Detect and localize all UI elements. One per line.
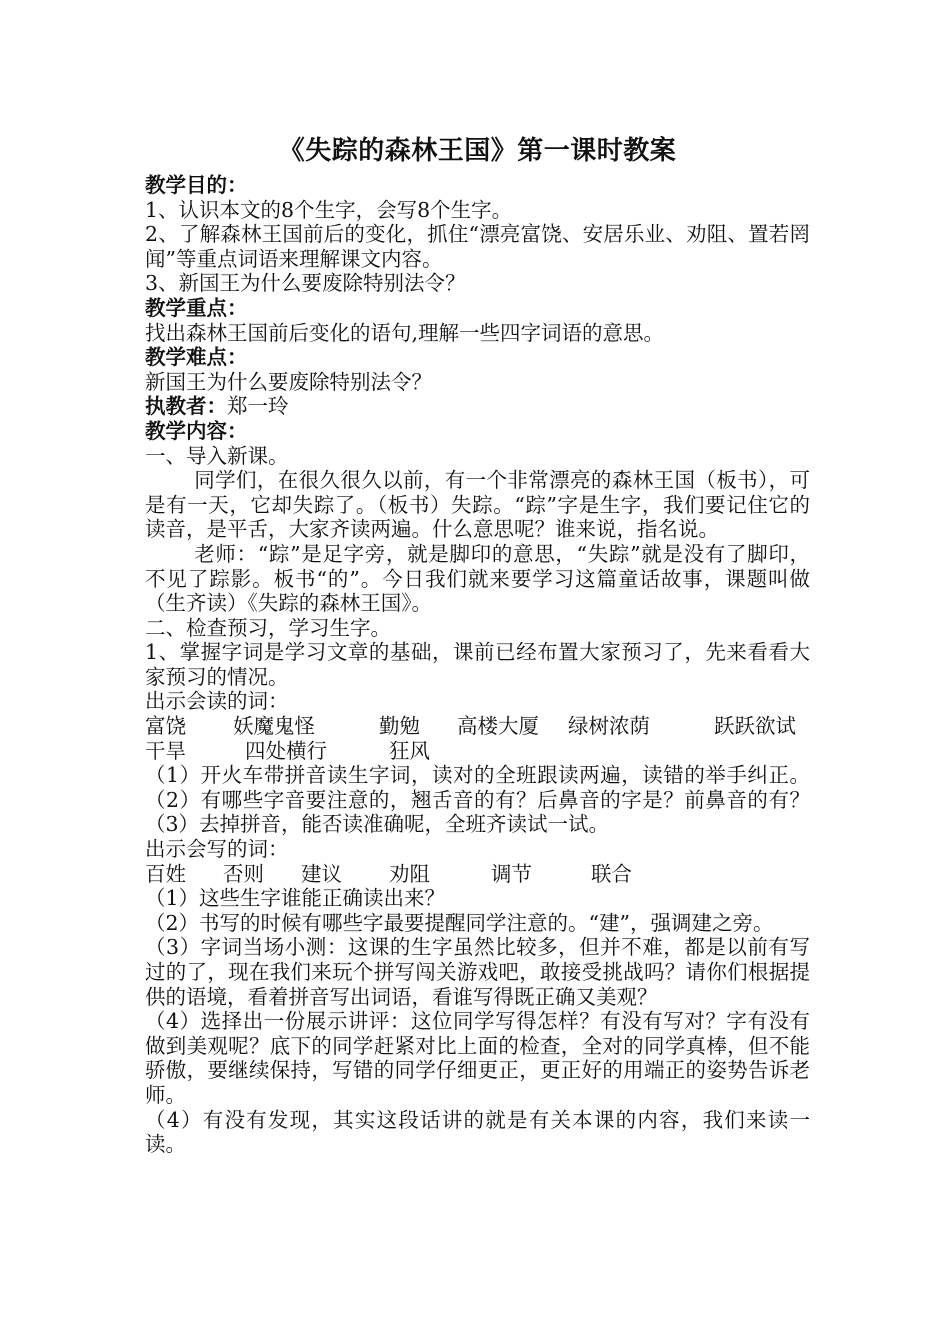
content-heading: 教学内容：: [145, 418, 248, 443]
read-word: 富饶: [145, 714, 186, 739]
goal-2: 2、了解森林王国前后的变化，抓住“漂亮富饶、安居乐业、劝阻、置若罔闻”等重点词语来理解课文内容。: [145, 222, 810, 271]
section-2-heading: 二、检查预习，学习生字。: [145, 615, 391, 640]
read-word: 干旱: [145, 738, 186, 763]
write-word: 否则: [223, 861, 264, 886]
teacher-line: [145, 394, 810, 419]
write-word: 建议: [301, 861, 342, 886]
write-word: 百姓: [145, 861, 186, 886]
read-word: 勤勉: [379, 714, 420, 739]
write-word: 联合: [591, 861, 632, 886]
write-words-label: 出示会写的词：: [145, 837, 289, 862]
page-title: 《失踪的森林王国》第一课时教案: [278, 136, 677, 166]
key-text: 找出森林王国前后变化的语句,理解一些四字词语的意思。: [145, 320, 665, 345]
preview-paragraph: 1、掌握字词是学习文章的基础，课前已经布置大家预习了，先来看看大家预习的情况。: [145, 640, 810, 689]
read-word: 绿树浓荫: [568, 714, 650, 739]
teacher-paragraph: 老师：“踪”是足字旁，就是脚印的意思，“失踪”就是没有了脚印，不见了踪影。板书“的”。今日我们就来要学习这篇童话故事，课题叫做（生齐读）《失踪的森林王国》。: [145, 541, 810, 616]
read-word: 狂风: [389, 738, 430, 763]
write-words-row: [145, 862, 810, 887]
question-5: （4）有没有发现，其实这段话讲的就是有关本课的内容，我们来读一读。: [145, 1107, 810, 1157]
read-word: 高楼大厦: [457, 714, 539, 739]
difficult-text: 新国王为什么要废除特别法令？: [145, 369, 432, 394]
read-word: 四处横行: [245, 738, 327, 763]
reading-steps-paragraph: （1）开火车带拼音读生字词，读对的全班跟读两遍，读错的举手纠正。（2）有哪些字音要注意的，翘舌音的有？后鼻音的字是？前鼻音的有？（3）去掉拼音，能否读准确呢，全班齐读试一试。: [145, 763, 810, 837]
read-word: 妖魔鬼怪: [233, 714, 315, 739]
section-1-heading: 一、导入新课。: [145, 443, 289, 468]
goal-3: 3、新国王为什么要废除特别法令？: [145, 271, 466, 296]
write-word: 调节: [491, 861, 532, 886]
lesson-plan-page: [145, 134, 810, 1157]
question-3: （3）字词当场小测：这课的生字虽然比较多，但并不难，都是以前有写过的了，现在我们来玩个拼写闯关游戏吧，敢接受挑战吗？请你们根据提供的语境，看着拼音写出词语，看谁写得既正确又美观？: [145, 935, 810, 1009]
goals-heading: 教学目的：: [145, 173, 248, 197]
question-2: （2）书写的时候有哪些字最要提醒同学注意的。“建”，强调建之旁。: [145, 910, 774, 935]
read-words-row-2: [145, 739, 810, 764]
question-4: （4）选择出一份展示讲评：这位同学写得怎样？有没有写对？字有没有做到美观呢？底下的同学赶紧对比上面的检查，全对的同学真棒，但不能骄傲，要继续保持，写错的同学仔细更正，更正好的用端正的姿势告诉老师。: [145, 1009, 810, 1107]
read-word: 跃跃欲试: [714, 714, 796, 739]
write-word: 劝阻: [389, 861, 430, 886]
teacher-name: 郑一玲: [227, 394, 289, 419]
read-words-row-1: [145, 714, 810, 739]
difficult-heading: 教学难点：: [145, 345, 248, 370]
question-1: （1）这些生字谁能正确读出来？: [145, 886, 446, 911]
intro-paragraph: 同学们，在很久很久以前，有一个非常漂亮的森林王国（板书），可是有一天，它却失踪了。（板书）失踪。“踪”字是生字，我们要记住它的读音，是平舌，大家齐读两遍。什么意思呢？谁来说，指名说。: [145, 468, 810, 542]
goal-1: 1、认识本文的8个生字，会写8个生字。: [145, 197, 513, 222]
teacher-label: 执教者：: [145, 394, 227, 419]
read-words-label: 出示会读的词：: [145, 689, 289, 714]
key-heading: 教学重点：: [145, 295, 248, 320]
